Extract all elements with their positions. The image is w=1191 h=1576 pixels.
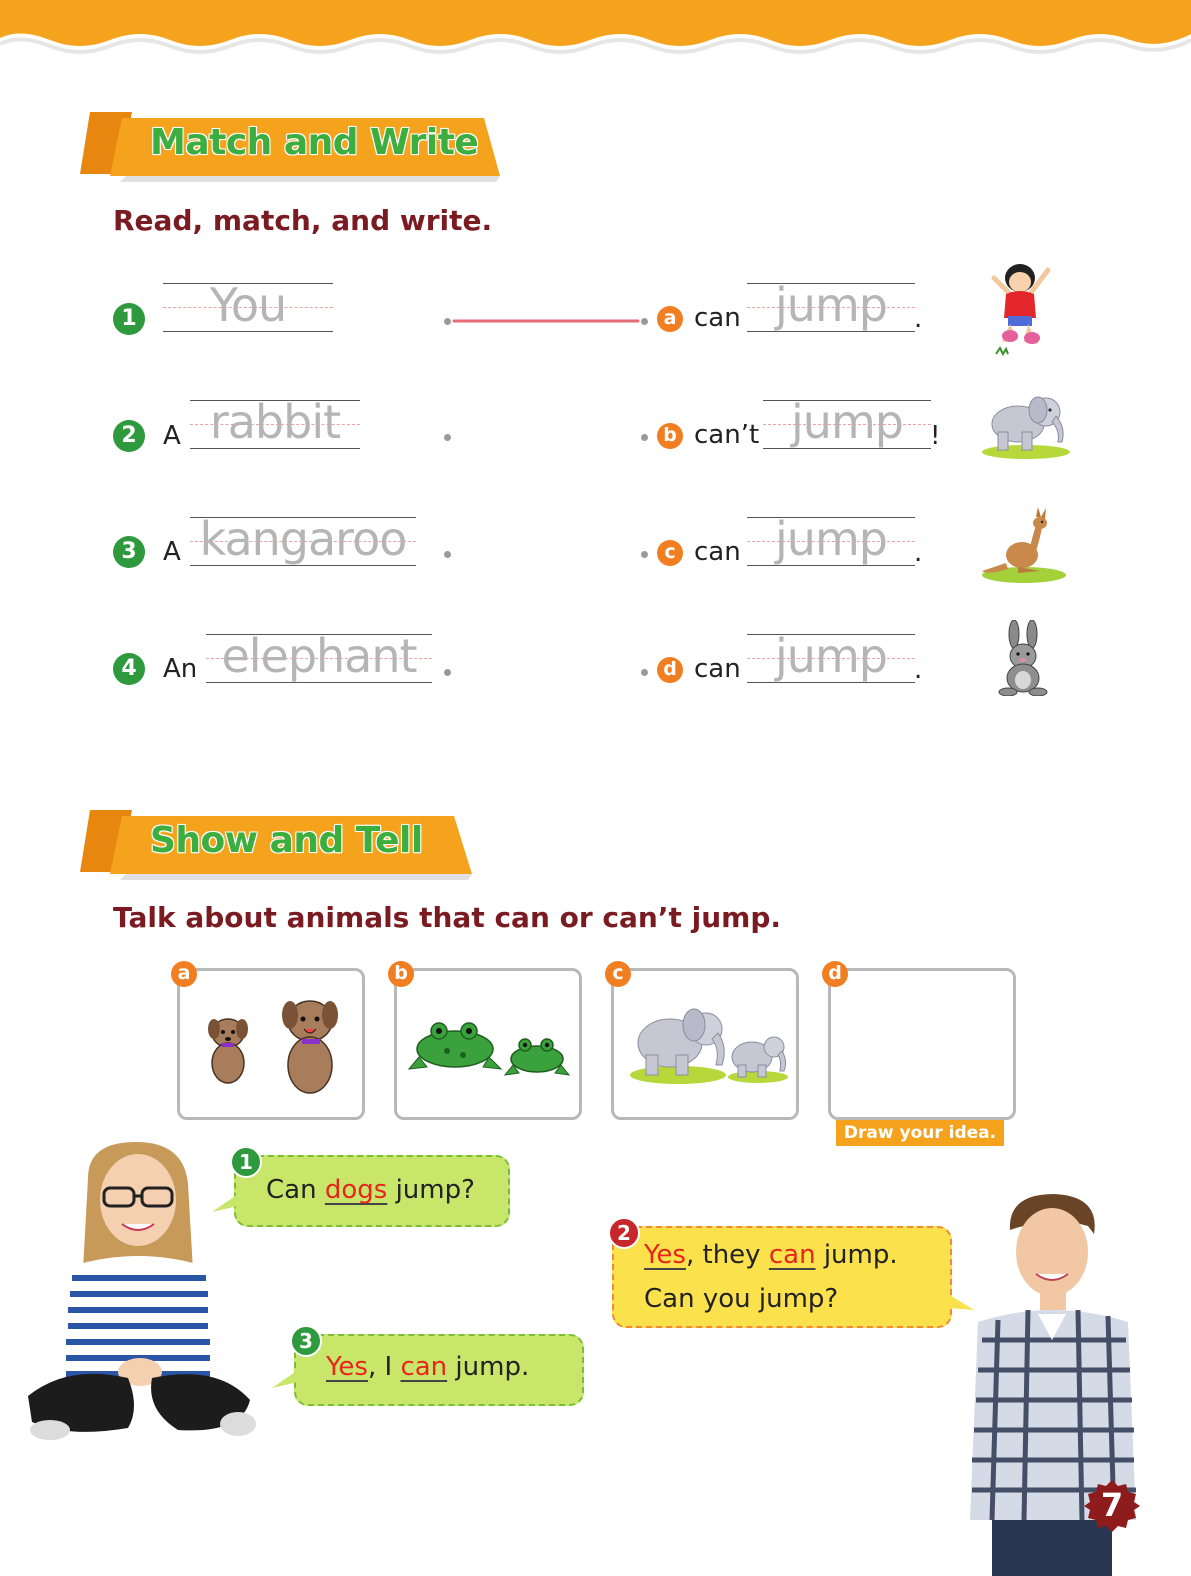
trace-line-you[interactable] — [163, 278, 333, 333]
article-text: An — [163, 654, 198, 684]
bubble-text-part: jump? — [387, 1175, 475, 1205]
instruction-text: Talk about animals that can or can’t jump. — [113, 901, 781, 934]
punctuation: . — [914, 538, 923, 568]
elephant-picture — [980, 388, 1072, 460]
trace-line-kangaroo[interactable] — [190, 512, 416, 567]
punctuation: . — [914, 655, 923, 685]
match-dot-left[interactable] — [444, 551, 451, 558]
match-dot-right[interactable] — [641, 318, 648, 325]
trace-line-jump[interactable] — [763, 395, 931, 450]
instruction-text: Read, match, and write. — [113, 204, 493, 237]
highlighted-word: can — [768, 1240, 816, 1270]
trace-line-rabbit[interactable] — [190, 395, 360, 450]
speech-bubble-3 — [294, 1334, 584, 1406]
trace-word: kangaroo — [199, 512, 407, 566]
trace-line-elephant[interactable] — [206, 629, 432, 684]
bubble-text-part: jump. — [815, 1240, 898, 1270]
trace-line-jump[interactable] — [747, 512, 915, 567]
speech-bubble-2 — [612, 1226, 952, 1328]
top-wave-border — [0, 0, 1191, 70]
verb-text: can — [694, 537, 741, 567]
trace-word: jump — [775, 512, 887, 566]
match-dot-left[interactable] — [444, 669, 451, 676]
bubble-text-part: , I — [367, 1352, 401, 1382]
highlighted-word: can — [400, 1352, 448, 1382]
match-dot-left[interactable] — [444, 434, 451, 441]
trace-word: You — [209, 278, 287, 332]
page-number: 7 — [1100, 1486, 1124, 1524]
match-dot-right[interactable] — [641, 551, 648, 558]
bubble-number: 3 — [290, 1325, 322, 1357]
match-line — [452, 316, 642, 326]
bubble-text: Can you jump? — [644, 1284, 839, 1314]
item-letter: c — [657, 540, 683, 566]
elephants-picture — [614, 971, 796, 1117]
section-banner-show-tell — [80, 808, 480, 878]
item-letter: d — [657, 657, 683, 683]
item-number: 1 — [113, 303, 145, 335]
rabbit-picture — [994, 620, 1052, 696]
item-number: 4 — [113, 653, 145, 685]
bubble-text-part: jump. — [447, 1352, 530, 1382]
section-title: Match and Write — [150, 122, 479, 163]
frogs-picture — [397, 971, 579, 1117]
kangaroo-picture — [978, 505, 1070, 585]
frame-letter: a — [171, 961, 197, 987]
picture-frame-a — [177, 968, 365, 1120]
section-title: Show and Tell — [150, 820, 423, 861]
trace-word: rabbit — [209, 395, 341, 449]
bubble-number: 1 — [230, 1146, 262, 1178]
frame-letter: b — [388, 961, 414, 987]
bubble-text — [266, 1175, 475, 1205]
trace-word: jump — [775, 278, 887, 332]
item-number: 3 — [113, 536, 145, 568]
item-letter: a — [657, 306, 683, 332]
dogs-picture — [180, 971, 362, 1117]
match-dot-right[interactable] — [641, 669, 648, 676]
verb-text: can — [694, 303, 741, 333]
picture-frame-c — [611, 968, 799, 1120]
section-banner-match-write — [80, 110, 510, 180]
bubble-tail — [210, 1192, 240, 1216]
bubble-text-part: Can — [266, 1175, 325, 1205]
trace-line-jump[interactable] — [747, 629, 915, 684]
item-letter: b — [657, 423, 683, 449]
item-number: 2 — [113, 420, 145, 452]
bubble-tail — [946, 1292, 976, 1316]
draw-your-idea-label: Draw your idea. — [836, 1120, 1004, 1146]
girl-photo — [28, 1138, 260, 1450]
bubble-number: 2 — [608, 1217, 640, 1249]
page-number-badge — [1084, 1478, 1140, 1534]
bubble-text-part: , they — [685, 1240, 769, 1270]
match-dot-right[interactable] — [641, 434, 648, 441]
trace-word: elephant — [221, 629, 417, 683]
trace-word: jump — [791, 395, 903, 449]
frame-letter: c — [605, 961, 631, 987]
verb-text: can — [694, 654, 741, 684]
frame-letter: d — [822, 961, 848, 987]
match-dot-left[interactable] — [444, 318, 451, 325]
highlighted-word: dogs — [324, 1175, 388, 1205]
bubble-text — [644, 1240, 898, 1270]
highlighted-word: Yes — [644, 1240, 686, 1270]
bubble-tail — [270, 1368, 300, 1392]
punctuation: . — [914, 304, 923, 334]
trace-word: jump — [775, 629, 887, 683]
article-text: A — [163, 421, 181, 451]
bubble-text — [326, 1352, 529, 1382]
highlighted-word: Yes — [326, 1352, 368, 1382]
picture-frame-d-draw-area[interactable] — [828, 968, 1016, 1120]
verb-text: can’t — [694, 420, 760, 450]
punctuation: ! — [930, 421, 941, 451]
jumping-girl-picture — [988, 258, 1058, 360]
article-text: A — [163, 537, 181, 567]
picture-frame-b — [394, 968, 582, 1120]
trace-line-jump[interactable] — [747, 278, 915, 333]
speech-bubble-1 — [234, 1155, 510, 1227]
